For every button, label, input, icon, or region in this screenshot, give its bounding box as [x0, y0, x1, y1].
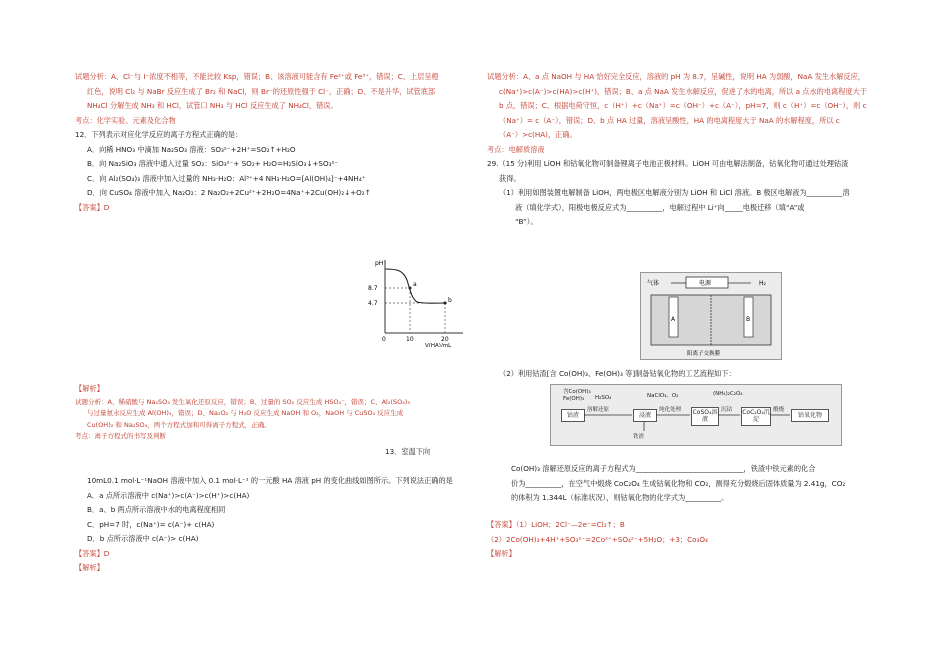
- analysis-12-line1: 试题分析：A、稀硝酸与 Na₂SO₃ 发生氧化还原反应，错误；B、过量的 SO₂ 反应生成 HSO₃⁻，错误；C、Al₂(SO₄)₃: [75, 397, 410, 406]
- flow-step-leachate: 浸液: [633, 409, 657, 422]
- flow-step-calcine: 煅烧: [773, 407, 785, 413]
- graph-x-10: 10: [406, 336, 414, 343]
- analysis-12-line3: Cu(OH)₂ 和 Na₂SO₄，两个方程式加和可得离子方程式，正确。: [87, 420, 271, 429]
- q13-option-b: B．a、b 两点所示溶液中水的电离程度相同: [87, 505, 226, 514]
- flow-step-dissolve: 溶解还原: [587, 407, 610, 413]
- topic-12: 考点：离子方程式的书写及判断: [75, 432, 166, 440]
- graph-y-4-7: 4.7: [368, 300, 378, 307]
- question-13-heading: 13．室温下向: [385, 447, 431, 456]
- right-column-lower: [499, 462, 894, 506]
- analysis-13-line2: c(Na⁺)>c(A⁻)>c(HA)>c(H⁺)，错误；B、a 点 NaA 发生水解反应，促进了水的电离，所以 a 点水的电离程度大于: [499, 86, 867, 96]
- q12-option-c: C．向 Al₂(SO₄)₃ 溶液中加入过量的 NH₃·H₂O：Al³⁺+4 NH₃·H₂O=[Al(OH)₄]⁻+4NH₄⁺: [87, 173, 366, 183]
- q12-option-b: B．向 Na₂SiO₃ 溶液中通入过量 SO₂：SiO₃²⁻+ SO₂+ H₂O=H₂SiO₃↓+SO₃²⁻: [87, 159, 339, 168]
- graph-x-20: 20: [441, 336, 449, 343]
- question-29: 29.（15 分)利用 LiOH 和钴氧化物可制备锂离子电池正极材料。LiOH 可由电解法制备，钴氧化物可通过处理钴渣: [487, 159, 849, 168]
- answer-12: 【答案】D: [75, 202, 110, 212]
- q13-option-d: D．b 点所示溶液中 c(A⁻)> c(HA): [87, 534, 199, 543]
- analysis-12-header: 【解析】: [75, 384, 104, 393]
- q29-part2-line3: 的体积为 1.344L（标准状况），则钴氧化物的化学式为__________。: [511, 493, 729, 502]
- flow-step-coso4: CoSO₄溶液: [691, 407, 719, 426]
- flow-step-precipitate: 沉钴: [721, 407, 733, 413]
- topic-13: 考点：电解质溶液: [487, 144, 545, 154]
- answer-29: 【答案】（1）LiOH；2Cl⁻—2e⁻=Cl₂↑；B: [487, 520, 625, 529]
- q29-part1-line2: 液（填化学式），阳极电极反应式为__________，电解过程中 Li⁺向_____电极迁移（填“A”或: [515, 202, 805, 212]
- graph-point-a: a: [413, 281, 417, 288]
- analysis-11-line2: 红色，说明 Cl₂ 与 NaBr 反应生成了 Br₂ 和 NaCl，则 Br⁻的还原性强于 Cl⁻，正确；D、不是升华，试管底部: [87, 86, 436, 96]
- graph-y-8-7: 8.7: [368, 285, 378, 292]
- flow-reagent-naclo3: NaClO₃、O₂: [647, 393, 679, 399]
- q12-option-a: A．向稀 HNO₃ 中滴加 Na₂SO₃ 溶液：SO₃²⁻+2H⁺=SO₂↑+H₂O: [87, 144, 296, 154]
- q13-option-c: C．pH=7 时，c(Na⁺)= c(A⁻)+ c(HA): [87, 519, 215, 529]
- apparatus-electrode-a: A: [671, 316, 676, 323]
- apparatus-gas-label: 气体: [647, 280, 660, 287]
- analysis-13-line3: b 点，错误；C、根据电荷守恒，c（H⁺）+c（Na⁺）=c（OH⁻）+c（A⁻），pH=7，则 c（H⁺）=c（OH⁻），则 c: [499, 101, 867, 110]
- q12-option-d: D．向 CuSO₄ 溶液中加入 Na₂O₂：2 Na₂O₂+2Cu²⁺+2H₂O=4Na⁺+2Cu(OH)₂↓+O₂↑: [87, 188, 371, 197]
- flow-step-coc2o4: CoC₂O₄沉淀: [741, 407, 771, 426]
- apparatus-power-label: 电源: [699, 280, 712, 287]
- flow-reagent-oxalate: (NH₄)₂C₂O₄: [713, 391, 743, 397]
- q29-part1: （1）利用如图装置电解制备 LiOH，两电极区电解液分别为 LiOH 和 LiCl 溶液。B 极区电解液为__________溶: [499, 188, 850, 197]
- flow-step-purify: 纯化处理: [659, 407, 682, 413]
- analysis-13-line5: （A⁻）>c(HA)，正确。: [499, 130, 577, 139]
- flow-arrows: [551, 385, 841, 445]
- graph-point-b: b: [448, 297, 452, 304]
- flow-input-2: Fe(OH)₃: [563, 396, 585, 402]
- left-column-lower: [75, 382, 470, 443]
- analysis-13-line1: 试题分析：A、a 点 NaOH 与 HA 恰好完全反应，溶液的 pH 为 8.7，呈碱性，说明 HA 为弱酸，NaA 发生水解反应，: [487, 72, 865, 81]
- topic-11: 考点：化学实验、元素及化合物: [75, 115, 176, 125]
- right-column: [487, 70, 887, 230]
- apparatus-electrode-b: B: [746, 316, 751, 323]
- graph-ylabel: pH: [375, 260, 384, 267]
- answer-29-line2: （2）2Co(OH)₃+4H⁺+SO₃²⁻=2Co²⁺+SO₄²⁻+5H₂O；+3；Co₃O₄: [487, 534, 708, 544]
- graph-x-0: 0: [382, 336, 386, 343]
- q13-option-a: A．a 点所示溶液中 c(Na⁺)>c(A⁻)>c(H⁺)>c(HA): [87, 490, 250, 500]
- question-13: 10mL0.1 mol·L⁻¹NaOH 溶液中加入 0.1 mol·L⁻¹ 的一元酸 HA 溶液 pH 的变化曲线如图所示。下列说法正确的是: [87, 476, 453, 485]
- flow-reagent-h2so4: H₂SO₄: [595, 395, 612, 401]
- apparatus-h2-label: H₂: [759, 280, 766, 287]
- analysis-13-header: 【解析】: [75, 563, 104, 572]
- analysis-12-line2: 与过量氨水反应生成 Al(OH)₃，错误；D、Na₂O₂ 与 H₂O 反应生成 NaOH 和 O₂，NaOH 与 CuSO₄ 反应生成: [87, 409, 404, 417]
- cobalt-flowchart-image: [550, 384, 842, 446]
- question-12: 12．下列表示对应化学反应的离子方程式正确的是：: [75, 130, 243, 139]
- electrolysis-apparatus-drawing: [641, 273, 781, 359]
- q29-part2-line1: Co(OH)₃ 溶解还原反应的离子方程式为______________________________，铁渣中铁元素的化合: [511, 464, 816, 473]
- q29-part1-line3: “B”）。: [515, 217, 538, 226]
- flow-step-iron-slag: 铁渣: [633, 434, 645, 440]
- analysis-29-header: 【解析】: [487, 549, 516, 558]
- flow-input-1: 含Co(OH)₃: [563, 389, 591, 395]
- analysis-11-line3: NH₄Cl 分解生成 NH₃ 和 HCl，试管口 NH₃ 与 HCl 反应生成了 NH₄Cl，错误。: [87, 101, 338, 110]
- electrolysis-apparatus-image: [640, 272, 782, 360]
- q29-part2-line2: 价为__________，在空气中煅烧 CoC₂O₄ 生成钴氧化物和 CO₂，测得充分煅烧后固体质量为 2.41g，CO₂: [511, 478, 846, 488]
- apparatus-membrane-label: 阳离子交换膜: [687, 351, 721, 357]
- answer-13: 【答案】D: [75, 548, 110, 558]
- analysis-13-line4: （Na⁺）= c（A⁻），错误；D、b 点 HA 过量，溶液呈酸性，HA 的电离程度大于 NaA 的水解程度，所以 c: [499, 115, 840, 125]
- ph-graph: [365, 255, 475, 347]
- flow-step-cobalt-slag: 钴渣: [561, 409, 585, 422]
- analysis-11-line1: 试题分析：A、Cl⁻与 I⁻浓度不相等，不能比较 Ksp，错误；B、该溶液可能含有 Fe²⁺或 Fe³⁺，错误；C、上层呈橙: [75, 72, 439, 81]
- question-29-cont: 获得。: [499, 173, 521, 183]
- graph-xlabel: V(HA)/mL: [425, 343, 452, 347]
- question-13-block: [75, 474, 470, 576]
- left-column: [75, 70, 470, 215]
- flow-step-cobalt-oxide: 钴氧化物: [791, 409, 829, 422]
- q29-part2: （2）利用钴渣[含 Co(OH)₃、Fe(OH)₃ 等]制备钴氧化物的工艺流程如下：: [499, 369, 736, 378]
- answer-29-block: [487, 518, 887, 562]
